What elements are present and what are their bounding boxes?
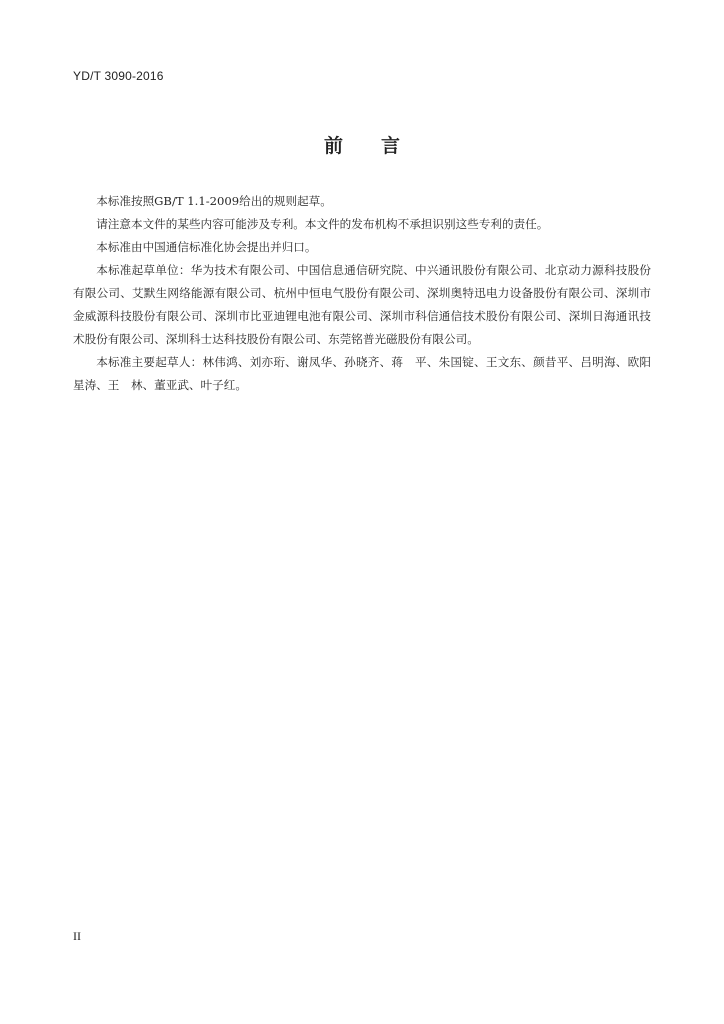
paragraph-drafting-units: 本标准起草单位：华为技术有限公司、中国信息通信研究院、中兴通讯股份有限公司、北京动力源科技股份有限公司、艾默生网络能源有限公司、杭州中恒电气股份有限公司、深圳奥特迅电力设备股份有限公司、深圳市金威源科技股份有限公司、深圳市比亚迪锂电池有限公司、深圳市科信通信技术股份有限公司、深圳日海通讯技术股份有限公司、深圳科士达科技股份有限公司、东莞铭普光磁股份有限公司。 xyxy=(73,263,651,346)
page-title: 前言 xyxy=(323,135,438,157)
paragraph-proposer: 本标准由中国通信标准化协会提出并归口。 xyxy=(96,240,317,254)
paragraph-drafters: 本标准主要起草人：林伟鸿、刘亦珩、谢凤华、孙晓齐、蒋 平、朱国锭、王文东、颜昔平、吕明海、欧阳星涛、王 林、董亚武、叶子红。 xyxy=(73,355,651,392)
body-text xyxy=(73,190,651,397)
document-code: YD/T 3090-2016 xyxy=(73,69,164,83)
page-number: II xyxy=(73,929,81,943)
paragraph-patent-notice: 请注意本文件的某些内容可能涉及专利。本文件的发布机构不承担识别这些专利的责任。 xyxy=(96,217,549,231)
paragraph-drafting-rules: 本标准按照GB/T 1.1-2009给出的规则起草。 xyxy=(96,194,332,208)
